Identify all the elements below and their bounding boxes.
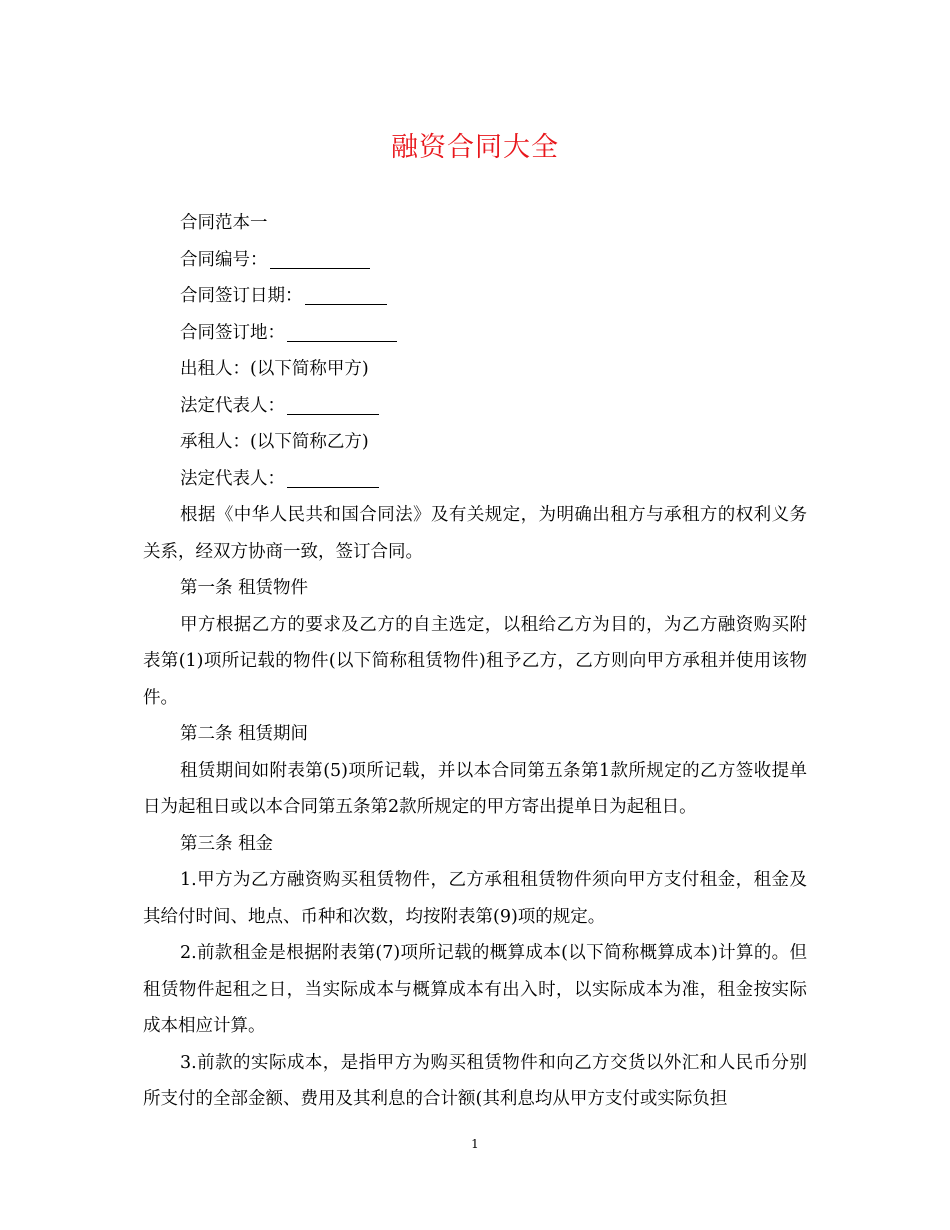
sign-date-line: 合同签订日期： xyxy=(143,278,807,315)
sign-date-blank xyxy=(305,286,387,305)
lessor-rep-line: 法定代表人： xyxy=(143,388,807,425)
contract-no-blank xyxy=(270,250,370,269)
intro-paragraph: 根据《中华人民共和国合同法》及有关规定，为明确出租方与承租方的权利义务关系，经双方协商一致，签订合同。 xyxy=(143,505,807,562)
document-body xyxy=(143,205,807,1118)
lessor-line: 出租人：(以下简称甲方) xyxy=(180,359,369,379)
lessor-rep-blank xyxy=(287,396,379,415)
article-1-body: 甲方根据乙方的要求及乙方的自主选定，以租给乙方为目的，为乙方融资购买附表第(1)项所记载的物件(以下简称租赁物件)租予乙方，乙方则向甲方承租并使用该物件。 xyxy=(143,614,807,708)
article-3-heading: 第三条 租金 xyxy=(180,833,274,854)
contract-no-line: 合同编号： xyxy=(143,242,807,279)
article-2-heading: 第二条 租赁期间 xyxy=(180,724,309,744)
document-title: 融资合同大全 xyxy=(391,132,559,163)
article-1-heading: 第一条 租赁物件 xyxy=(180,578,309,598)
article-3-item-1: 1.甲方为乙方融资购买租赁物件，乙方承租租赁物件须向甲方支付租金，租金及其给付时间、地点、币种和次数，均按附表第(9)项的规定。 xyxy=(143,870,807,927)
article-3-item-2: 2.前款租金是根据附表第(7)项所记载的概算成本(以下简称概算成本)计算的。但租赁物件起租之日，当实际成本与概算成本有出入时，以实际成本为准，租金按实际成本相应计算。 xyxy=(143,943,807,1036)
lessee-rep-line: 法定代表人： xyxy=(143,461,807,498)
article-2-body: 租赁期间如附表第(5)项所记载，并以本合同第五条第1款所规定的乙方签收提单日为起租日或以本合同第五条第2款所规定的甲方寄出提单日为起租日。 xyxy=(143,760,807,817)
sample-label: 合同范本一 xyxy=(180,213,268,233)
article-3-item-3: 3.前款的实际成本，是指甲方为购买租赁物件和向乙方交货以外汇和人民币分别所支付的全部金额、费用及其利息的合计额(其利息均从甲方支付或实际负担 xyxy=(143,1052,807,1109)
sign-place-line: 合同签订地： xyxy=(143,315,807,352)
lessee-rep-blank xyxy=(287,469,379,488)
lessee-line: 承租人：(以下简称乙方) xyxy=(180,432,369,452)
sign-place-blank xyxy=(287,323,397,342)
page-number: 1 xyxy=(471,1137,479,1151)
